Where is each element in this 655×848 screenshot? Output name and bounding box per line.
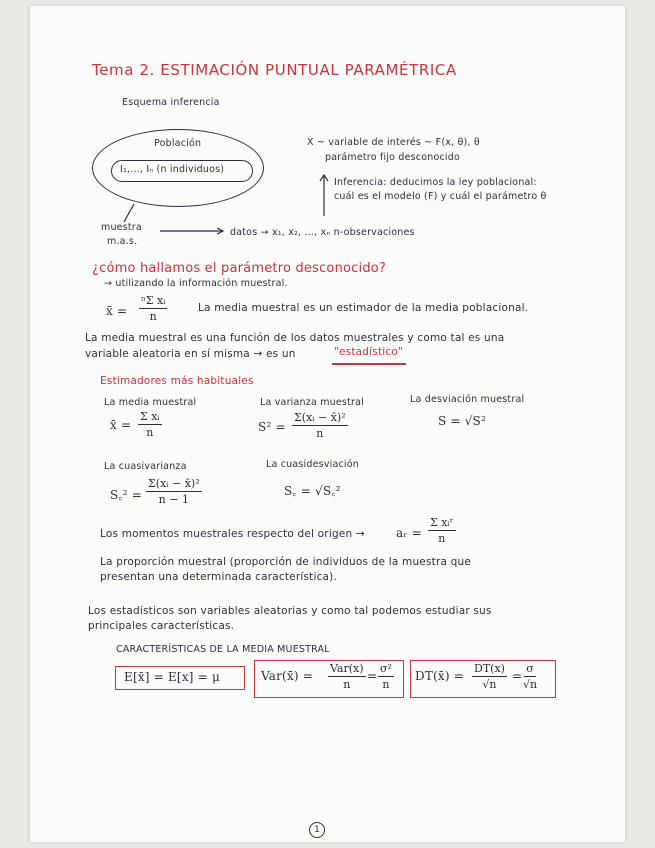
- cuasidesviacion-label: La cuasidesviación: [266, 459, 359, 470]
- cuasivarianza-denominator: n − 1: [158, 493, 189, 506]
- xbar-denominator: n: [149, 310, 157, 323]
- sd-fraction-1: [472, 662, 507, 691]
- xbar-lhs: x̄ =: [106, 304, 128, 318]
- varianza-label: La varianza muestral: [260, 397, 364, 408]
- inferencia-line-2: cuál es el modelo (F) y cuál el parámetro θ: [334, 191, 547, 202]
- paragraph-line-2a: variable aleatoria en sí misma → es un: [85, 348, 296, 360]
- momentos-denominator: n: [438, 532, 446, 545]
- estadisticos-line-2: principales características.: [88, 620, 235, 632]
- cuasivarianza-lhs: S꜀² =: [110, 488, 143, 502]
- variance-equals: =: [367, 669, 378, 683]
- varianza-numerator: Σ(xᵢ − x̄)²: [294, 411, 346, 424]
- estadisticos-line-1: Los estadísticos son variables aleatorias y como tal podemos estudiar sus: [88, 605, 492, 617]
- xbar-numerator: ⁿΣ xᵢ: [141, 294, 166, 307]
- variance-denominator-2: n: [382, 678, 390, 691]
- schema-label: Esquema inferencia: [122, 97, 220, 108]
- estadistico-term: "estadístico": [334, 346, 404, 358]
- cuasivarianza-label: La cuasivarianza: [104, 461, 187, 472]
- estadistico-underline: [332, 363, 406, 365]
- variance-lhs: Var(x̄) =: [261, 669, 314, 683]
- mas-label: m.a.s.: [107, 236, 138, 247]
- paragraph-line-1: La media muestral es una función de los datos muestrales y como tal es una: [85, 332, 505, 344]
- momentos-text: Los momentos muestrales respecto del origen →: [100, 528, 365, 540]
- media-denominator: n: [146, 426, 154, 439]
- question-subtitle: → utilizando la información muestral.: [104, 278, 288, 289]
- page-title: Tema 2. ESTIMACIÓN PUNTUAL PARAMÉTRICA: [92, 61, 457, 79]
- sd-denominator-1: √n: [482, 678, 497, 691]
- variable-line-1: X ~ variable de interés ~ F(x, θ), θ: [307, 137, 480, 148]
- media-fraction: [138, 410, 162, 439]
- variance-denominator-1: n: [343, 678, 351, 691]
- varianza-denominator: n: [316, 427, 324, 440]
- desviacion-label: La desviación muestral: [410, 394, 525, 405]
- varianza-fraction: [292, 411, 348, 440]
- media-label: La media muestral: [104, 397, 197, 408]
- variance-numerator-2: σ²: [380, 662, 392, 675]
- variance-fraction-1: [328, 662, 366, 691]
- proporcion-line-2: presentan una determinada característica).: [100, 571, 338, 583]
- momentos-lhs: aᵣ =: [396, 526, 422, 540]
- inferencia-line-1: Inferencia: deducimos la ley poblacional:: [334, 177, 537, 188]
- variable-line-2: parámetro fijo desconocido: [325, 152, 460, 163]
- datos-label: datos → x₁, x₂, ..., xₙ n-observaciones: [230, 227, 415, 238]
- media-numerator: Σ xᵢ: [140, 410, 160, 423]
- muestra-label: muestra: [101, 222, 142, 233]
- cuasivarianza-fraction: [146, 477, 202, 506]
- momentos-fraction: [428, 516, 456, 545]
- sd-equals: =: [512, 669, 523, 683]
- caracteristicas-title: CARACTERÍSTICAS DE LA MEDIA MUESTRAL: [116, 644, 330, 655]
- momentos-numerator: Σ xᵢʳ: [430, 516, 454, 529]
- cuasivarianza-numerator: Σ(xᵢ − x̄)²: [148, 477, 200, 490]
- proporcion-line-1: La proporción muestral (proporción de individuos de la muestra que: [100, 556, 472, 568]
- variance-fraction-2: [378, 662, 394, 691]
- varianza-lhs: S² =: [258, 420, 286, 434]
- desviacion-formula: S = √S²: [438, 414, 486, 428]
- sd-numerator-1: DT(x): [474, 662, 505, 675]
- sd-lhs: DT(x̄) =: [415, 669, 465, 683]
- estimadores-title: Estimadores más habituales: [100, 375, 254, 387]
- xbar-fraction: [139, 294, 167, 323]
- question-title: ¿cómo hallamos el parámetro desconocido?: [92, 261, 387, 276]
- variance-numerator-1: Var(x): [330, 662, 364, 675]
- sd-numerator-2: σ: [526, 662, 534, 675]
- page-number: 1: [309, 822, 325, 838]
- mean-text: La media muestral es un estimador de la media poblacional.: [198, 302, 529, 314]
- cuasidesviacion-formula: S꜀ = √S꜀²: [284, 484, 341, 498]
- expectation-formula: E[x̄] = E[x] = μ: [124, 670, 220, 684]
- sd-denominator-2: √n: [523, 678, 538, 691]
- sd-fraction-2: [523, 662, 537, 691]
- individuals-label: I₁,..., Iₙ (n individuos): [120, 164, 225, 175]
- population-label: Población: [154, 138, 202, 149]
- media-lhs: x̄ =: [110, 418, 132, 432]
